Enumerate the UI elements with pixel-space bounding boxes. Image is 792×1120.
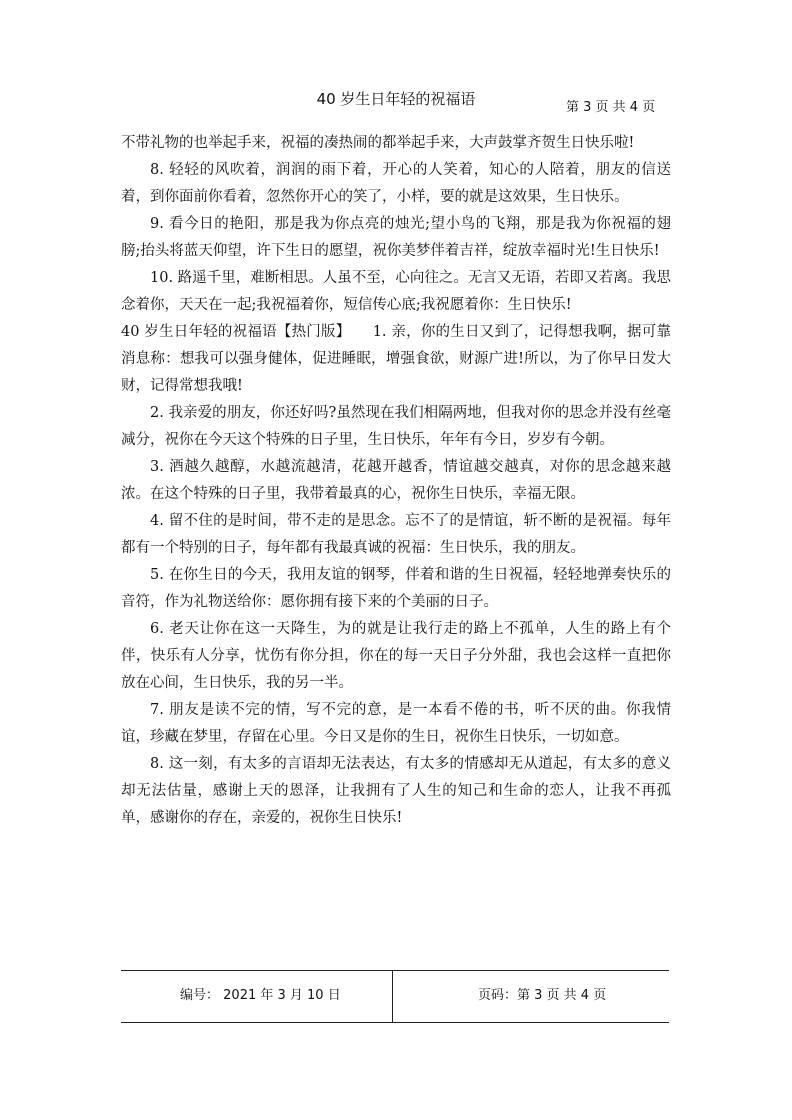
footer-divider <box>392 970 393 1022</box>
header-page-info: 第 3 页 共 4 页 <box>566 100 656 115</box>
paragraph: 5. 在你生日的今天，我用友谊的钢琴，伴着和谐的生日祝福，轻轻地弹奏快乐的音符，作为礼物送给你：愿你拥有接下来的个美丽的日子。 <box>121 567 671 610</box>
paragraph: 6. 老天让你在这一天降生，为的就是让我行走的路上不孤单，人生的路上有个伴，快乐有人分享，忧伤有你分担，你在的每一天日子分外甜，我也会这样一直把你放在心间，生日快乐，我的另一半。 <box>121 621 671 691</box>
paragraph: 9. 看今日的艳阳，那是我为你点亮的烛光;望小鸟的飞翔，那是我为你祝福的翅膀;抬头将蓝天仰望，许下生日的愿望，祝你美梦伴着吉祥，绽放幸福时光!生日快乐! <box>121 216 671 259</box>
paragraph: 4. 留不住的是时间，带不走的是思念。忘不了的是情谊，斩不断的是祝福。每年都有一个特别的日子，每年都有我最真诚的祝福：生日快乐，我的朋友。 <box>121 513 671 556</box>
paragraph: 10. 路遥千里，难断相思。人虽不至，心向往之。无言又无语，若即又若离。我思念着你，天天在一起;我祝福着你，短信传心底;我祝愿着你：生日快乐! <box>121 270 671 313</box>
footer-bottom-rule <box>121 1022 669 1023</box>
footer-date: 2021 年 3 月 10 日 <box>223 988 341 1003</box>
footer-number-label: 编号： <box>180 988 220 1003</box>
document-body <box>121 130 671 832</box>
footer-top-rule <box>121 970 669 971</box>
paragraph: 不带礼物的也举起手来，祝福的凑热闹的都举起手来，大声鼓掌齐贺生日快乐啦! <box>121 135 635 151</box>
paragraph: 8. 轻轻的风吹着，润润的雨下着，开心的人笑着，知心的人陪着，朋友的信送着，到你面前你看着，忽然你开心的笑了，小样，要的就是这效果，生日快乐。 <box>121 162 671 205</box>
paragraph: 8. 这一刻，有太多的言语却无法表达，有太多的情感却无从道起，有太多的意义却无法估量，感谢上天的恩泽，让我拥有了人生的知己和生命的恋人，让我不再孤单，感谢你的存在，亲爱的，祝你生日快乐! <box>121 756 671 826</box>
paragraph: 3. 酒越久越醇，水越流越清，花越开越香，情谊越交越真，对你的思念越来越浓。在这个特殊的日子里，我带着最真的心，祝你生日快乐，幸福无限。 <box>121 459 671 502</box>
paragraph: 7. 朋友是读不完的情，写不完的意，是一本看不倦的书，听不厌的曲。你我情谊，珍藏在梦里，存留在心里。今日又是你的生日，祝你生日快乐，一切如意。 <box>121 702 671 745</box>
paragraph: 2. 我亲爱的朋友，你还好吗?虽然现在我们相隔两地，但我对你的思念并没有丝毫减分，祝你在今天这个特殊的日子里，生日快乐，年年有今日，岁岁有今朝。 <box>121 405 671 448</box>
footer-number <box>180 984 341 1003</box>
footer-page-code: 页码：第 3 页 共 4 页 <box>478 988 607 1003</box>
document-title: 40 岁生日年轻的祝福语 <box>316 90 476 108</box>
paragraph: 40 岁生日年轻的祝福语【热门版】 1. 亲，你的生日又到了，记得想我啊，据可靠消息称：想我可以强身健体，促进睡眠，增强食欲，财源广进!所以，为了你早日发大财，记得常想我哦! <box>121 324 671 394</box>
